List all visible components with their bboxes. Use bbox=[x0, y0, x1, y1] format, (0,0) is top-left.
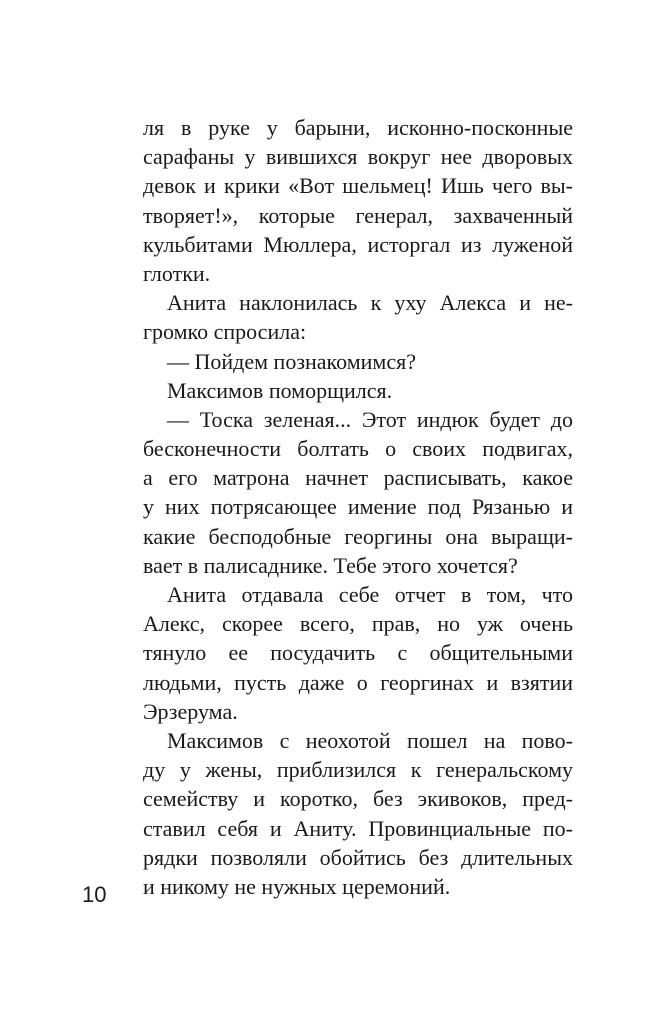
page-number: 10 bbox=[82, 882, 107, 907]
text-line: у них потрясающее имение под Рязанью и bbox=[143, 494, 573, 520]
text-line: ставил себя и Аниту. Провинциальные по- bbox=[143, 815, 573, 841]
text-line: девок и крики «Вот шельмец! Ишь чего вы- bbox=[143, 173, 573, 199]
text-line: сарафаны у вившихся вокруг нее дворовых bbox=[143, 144, 573, 170]
text-line: и никому не нужных церемоний. bbox=[143, 873, 451, 899]
text-line: а его матрона начнет расписывать, какое bbox=[143, 465, 573, 491]
text-line: семейству и коротко, без экивоков, пред- bbox=[143, 786, 573, 812]
text-line: Эрзерума. bbox=[143, 698, 238, 724]
text-line: тянуло ее посудачить с общительными bbox=[143, 640, 573, 666]
text-line: — Пойдем познакомимся? bbox=[167, 348, 416, 374]
text-line: какие бесподобные георгины она выращи- bbox=[143, 523, 573, 549]
text-line: бесконечности болтать о своих подвигах, bbox=[143, 436, 573, 462]
text-line: Анита отдавала себе отчет в том, что bbox=[167, 582, 573, 607]
text-line: рядки позволяли обойтись без длительных bbox=[143, 844, 573, 870]
text-line: творяет!», которые генерал, захваченный bbox=[143, 202, 573, 228]
text-line: ля в руке у барыни, исконно-посконные bbox=[143, 115, 573, 140]
text-line: — Тоска зеленая... Этот индюк будет до bbox=[167, 406, 573, 432]
text-line: Максимов с неохотой пошел на пово- bbox=[167, 727, 573, 753]
text-line: Алекс, скорее всего, прав, но уж очень bbox=[143, 611, 573, 637]
text-line: глотки. bbox=[143, 260, 211, 286]
text-line: кульбитами Мюллера, исторгал из луженой bbox=[143, 231, 573, 257]
text-line: громко спросила: bbox=[143, 319, 307, 345]
text-line: ду у жены, приблизился к генеральскому bbox=[143, 757, 573, 783]
page-text-block bbox=[143, 113, 573, 901]
text-line: Анита наклонилась к уху Алекса и не- bbox=[167, 290, 573, 316]
text-line: вает в палисаднике. Тебе этого хочется? bbox=[143, 552, 518, 578]
text-line: людьми, пусть даже о георгинах и взятии bbox=[143, 669, 573, 695]
text-line: Максимов поморщился. bbox=[167, 377, 393, 403]
